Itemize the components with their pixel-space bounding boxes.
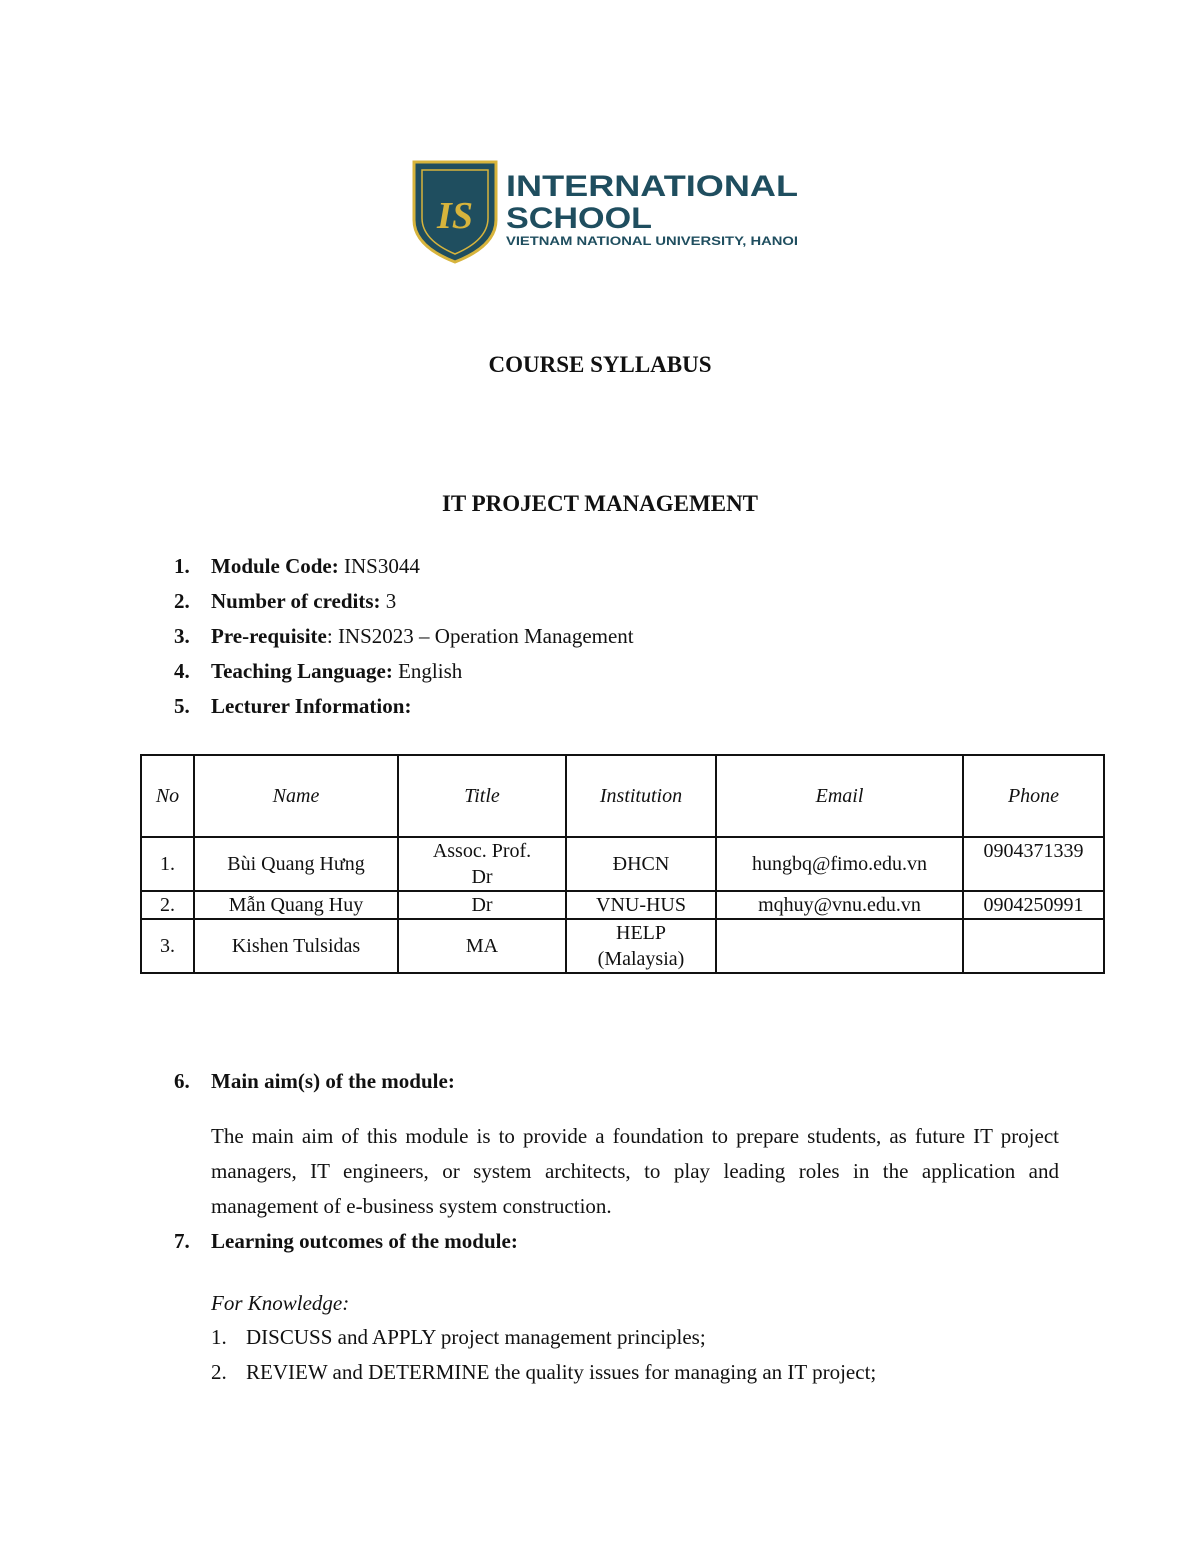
list-item: [211, 1360, 876, 1385]
table-cell: 0904371339: [963, 837, 1104, 891]
table-row: [141, 837, 1104, 891]
item-number: 5.: [174, 694, 190, 718]
item-label: Pre-requisite: [211, 624, 327, 648]
table-cell: 1.: [141, 837, 194, 891]
table-cell: HELP (Malaysia): [566, 919, 716, 973]
knowledge-heading: For Knowledge:: [211, 1291, 350, 1315]
item-value: 3: [380, 589, 397, 613]
column-header: Name: [194, 755, 398, 837]
column-header: Phone: [963, 755, 1104, 837]
info-item-prerequisite: [174, 622, 634, 650]
table-row: [141, 891, 1104, 919]
item-number: 4.: [174, 659, 190, 683]
list-item-text: REVIEW and DETERMINE the quality issues for managing an IT project;: [246, 1360, 877, 1384]
column-header: Email: [716, 755, 963, 837]
document-title: COURSE SYLLABUS: [488, 352, 712, 377]
item-label: Learning outcomes of the module:: [211, 1229, 518, 1253]
main-aim-paragraph: The main aim of this module is to provide a foundation to prepare students, as future IT project managers, IT engineers, or system architects, to play leading roles in the application and management of e-business system construction.: [211, 1124, 1059, 1218]
table-cell: [716, 919, 963, 973]
table-cell: ĐHCN: [566, 837, 716, 891]
column-header: No: [141, 755, 194, 837]
section-7-heading: [174, 1227, 518, 1255]
column-header: Institution: [566, 755, 716, 837]
logo-line-2: SCHOOL: [506, 202, 652, 235]
list-item-text: DISCUSS and APPLY project management principles;: [246, 1325, 706, 1349]
list-item-number: 1.: [211, 1325, 227, 1349]
column-header: Title: [398, 755, 566, 837]
table-cell: MA: [398, 919, 566, 973]
school-logo: [412, 158, 802, 266]
emblem-letters: IS: [437, 195, 473, 237]
section-6-heading: [174, 1067, 455, 1095]
table-cell: [963, 919, 1104, 973]
item-label: Module Code:: [211, 554, 339, 578]
info-item-module-code: [174, 552, 420, 580]
course-title: IT PROJECT MANAGEMENT: [441, 491, 759, 516]
item-label: Teaching Language:: [211, 659, 393, 683]
logo-line-3: VIETNAM NATIONAL UNIVERSITY, HANOI: [506, 234, 798, 248]
item-label: Main aim(s) of the module:: [211, 1069, 455, 1093]
table-cell: 3.: [141, 919, 194, 973]
table-cell: mqhuy@vnu.edu.vn: [716, 891, 963, 919]
table-header-row: [141, 755, 1104, 837]
item-label: Number of credits:: [211, 589, 381, 613]
item-number: 6.: [174, 1069, 190, 1093]
item-label: Lecturer Information:: [211, 694, 412, 718]
table-cell: 0904250991: [963, 891, 1104, 919]
table-cell: Assoc. Prof. Dr: [398, 837, 566, 891]
info-item-lecturer: [174, 692, 411, 720]
table-cell: Dr: [398, 891, 566, 919]
table-cell: hungbq@fimo.edu.vn: [716, 837, 963, 891]
table-cell: Mẫn Quang Huy: [194, 891, 398, 919]
item-number: 7.: [174, 1229, 190, 1253]
table-cell: Bùi Quang Hưng: [194, 837, 398, 891]
info-item-language: [174, 657, 462, 685]
list-item-number: 2.: [211, 1360, 227, 1384]
table-cell: VNU-HUS: [566, 891, 716, 919]
logo-line-1: INTERNATIONAL: [506, 170, 798, 203]
item-value: : INS2023 – Operation Management: [326, 624, 634, 648]
item-number: 2.: [174, 589, 190, 613]
table-row: [141, 919, 1104, 973]
table-cell: Kishen Tulsidas: [194, 919, 398, 973]
item-value: INS3044: [338, 554, 420, 578]
lecturer-table: [140, 754, 1105, 974]
item-number: 3.: [174, 624, 190, 648]
item-number: 1.: [174, 554, 190, 578]
info-item-credits: [174, 587, 396, 615]
list-item: [211, 1325, 706, 1350]
table-cell: 2.: [141, 891, 194, 919]
item-value: English: [392, 659, 463, 683]
